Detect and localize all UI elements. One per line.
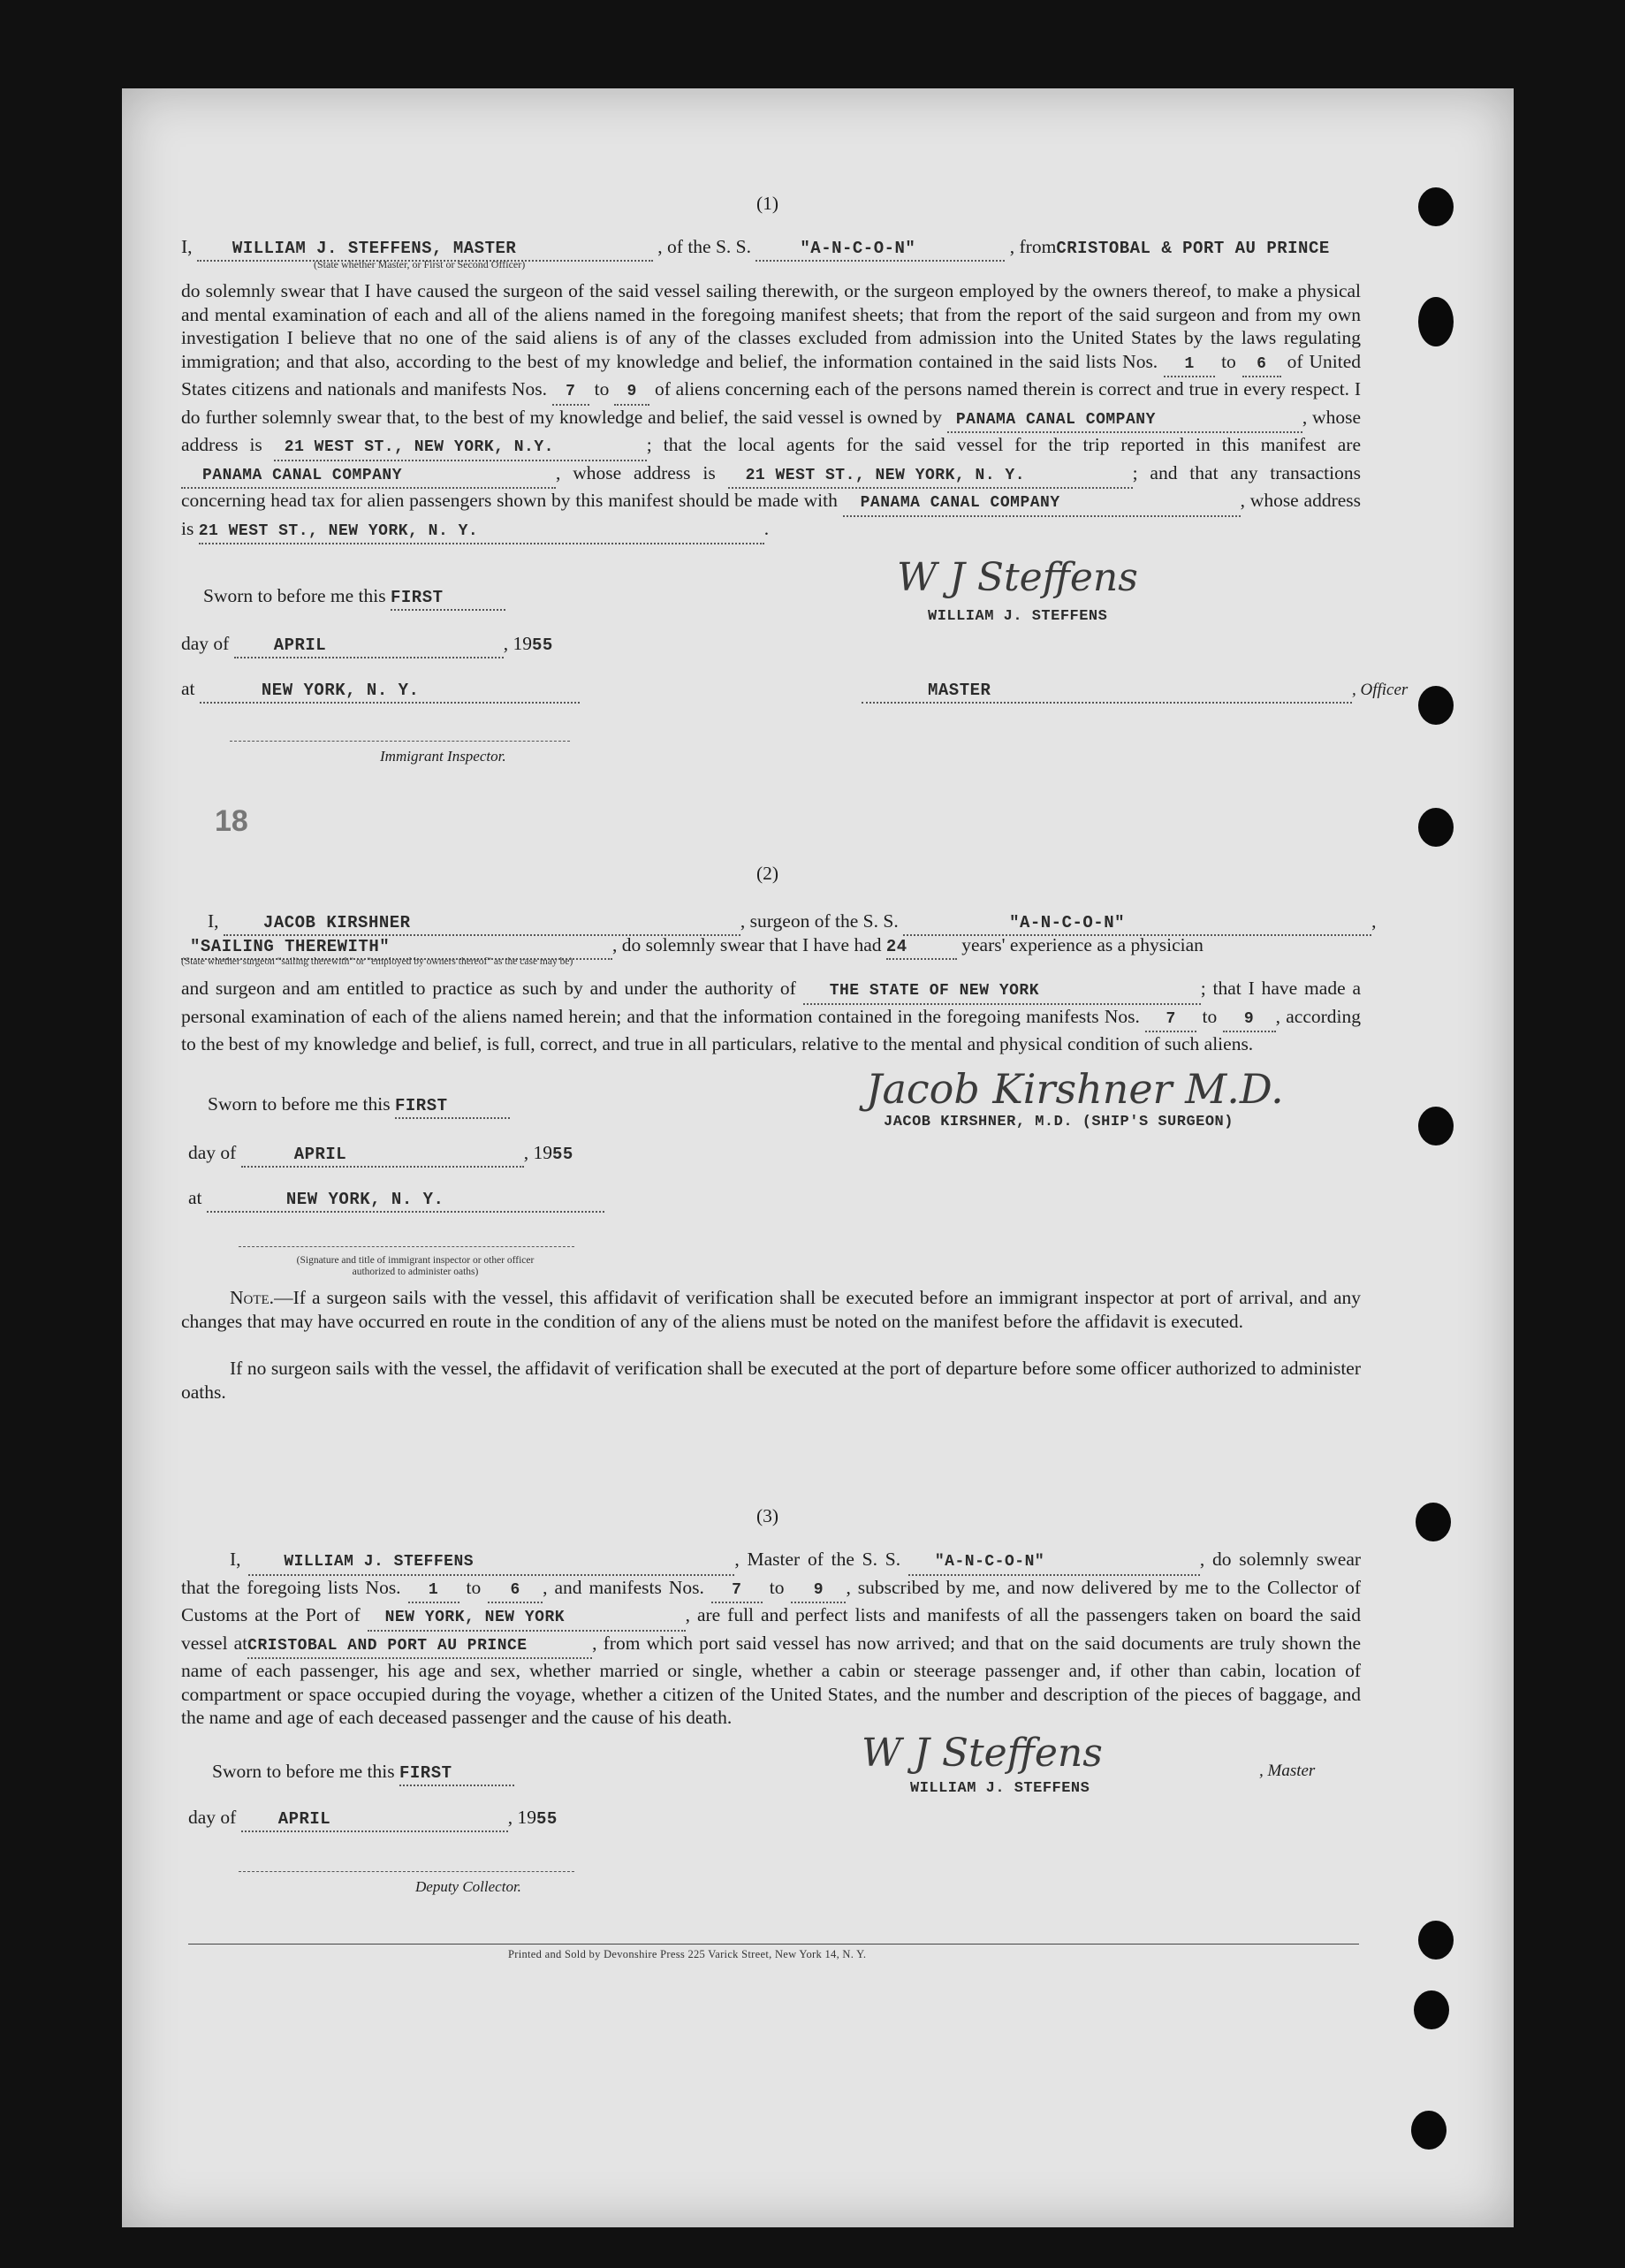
body-text: , from which port said vessel has now arrived; and that on the said documents are truly shown the name of each passenger, his age and sex, whether married or single, whether a cabin or steerage passenger and, if other than cabin, location of compartment or space occupied during the voyage, whether a citizen of the United States, and the number and description of the pieces of baggage, and the name and age of each deceased passenger and the cause of his death. [181, 1632, 1361, 1728]
inspector-label: Immigrant Inspector. [380, 748, 506, 765]
printer-footer: Printed and Sold by Devonshire Press 225 Varick Street, New York 14, N. Y. [508, 1948, 867, 1960]
place-line [181, 677, 580, 704]
master-name-field: WILLIAM J. STEFFENS, MASTER [197, 237, 653, 262]
collector-label: Deputy Collector. [415, 1878, 521, 1895]
year-prefix: , 19 [503, 633, 532, 654]
place-field: NEW YORK, N. Y. [200, 679, 580, 704]
master-name-field: WILLIAM J. STEFFENS [248, 1550, 734, 1576]
at-label: at [181, 678, 195, 699]
sworn-label: Sworn to before me this [212, 1761, 395, 1782]
body-text: ; and that any transactions concerning head tax for alien passengers shown by this manifest should be made with [181, 461, 1361, 511]
body-text: , subscribed by me, and now delivered by me to the Collector of Customs at the Port of [181, 1576, 1362, 1625]
binder-hole [1418, 1921, 1454, 1960]
master-label: , Master [1259, 1762, 1316, 1780]
sig-note-text: (Signature and title of immigrant inspector or other officer authorized to administer oaths) [296, 1255, 535, 1277]
signer-typed: WILLIAM J. STEFFENS [910, 1780, 1090, 1797]
body-text: ; that the local agents for the said vessel for the trip reported in this manifest are [646, 434, 1361, 455]
body-text: do solemnly swear that I have caused the surgeon of the said vessel sailing therewith, or the surgeon employed by the owners thereof, to make a physical and mental examination of each and all of the aliens named in the foregoing manifest sheets; that from the report of the said surgeon and from my own investigation I believe that no one of the said aliens is of any of the classes excluded from admission into the United States by the laws regulating immigration; and that also, according to the best of my knowledge and belief, the information contained in the said lists Nos. [181, 280, 1361, 372]
binder-hole [1418, 297, 1454, 346]
sworn-day-field: FIRST [395, 1094, 510, 1119]
note-label: Note. [230, 1287, 275, 1308]
place-line [188, 1186, 604, 1213]
body-text: whose address is [573, 461, 716, 483]
signer-typed: JACOB KIRSHNER, M.D. (SHIP'S SURGEON) [884, 1114, 1234, 1130]
month-field: APRIL [234, 634, 504, 658]
master-of-label: , Master of the S. S. [734, 1549, 901, 1570]
from-port-field: CRISTOBAL & PORT AU PRINCE [1056, 239, 1330, 258]
binder-hole [1418, 686, 1454, 725]
manifests-from-field: 7 [1145, 1008, 1196, 1033]
sworn-day-field: FIRST [399, 1762, 514, 1786]
day-of-label: day of [181, 633, 230, 654]
surgeon-line: I, JACOB KIRSHNER , surgeon of the S. S. "A-N-C-O-N" , [208, 909, 1376, 936]
body-text: years' experience as a physician [961, 934, 1204, 955]
headtax-address-field: 21 WEST ST., NEW YORK, N. Y. [199, 520, 764, 545]
master-signature: W J Steffens [862, 1731, 1103, 1776]
note-paragraph-2 [181, 1357, 1361, 1404]
note-text: —If a surgeon sails with the vessel, this affidavit of verification shall be executed before an immigrant inspector at port of arrival, and any changes that may have occurred en route in the condition of any of the aliens must be noted on the manifest before the affidavit is executed. [181, 1287, 1361, 1332]
year-prefix: , 19 [523, 1142, 552, 1163]
body-text: , whose address is [181, 406, 1361, 455]
manifests-from-field: 7 [711, 1579, 763, 1604]
officer-label: , Officer [1352, 681, 1409, 699]
year-field: 55 [535, 1809, 558, 1829]
headtax-agent-field: PANAMA CANAL COMPANY [843, 491, 1241, 517]
from-ports-field: CRISTOBAL AND PORT AU PRINCE [247, 1634, 592, 1660]
sworn-line [203, 584, 505, 611]
years-field: 24 [886, 935, 957, 960]
state-note: (State whether Master, or First or Second Officer) [314, 258, 526, 270]
lists-to-field: 6 [488, 1579, 543, 1604]
body-text: , do solemnly swear that I have had [612, 934, 882, 955]
to-label: to [594, 378, 610, 400]
ship-name-field: "A-N-C-O-N" [903, 911, 1371, 936]
month-field: APRIL [241, 1143, 524, 1168]
owner-field: PANAMA CANAL COMPANY [947, 408, 1302, 434]
year-field: 55 [551, 1145, 573, 1164]
inspector-signature-line [230, 741, 570, 742]
from-label: , from [1009, 236, 1057, 257]
day-of-label: day of [188, 1142, 237, 1163]
stamp-mark: 18 [215, 804, 248, 838]
body-text: , whose address is [181, 490, 1362, 539]
body-text: , are full and perfect lists and manifests of all the passengers taken on board the said vessel at [181, 1604, 1361, 1654]
binder-hole [1416, 1503, 1451, 1541]
officer-line [862, 677, 1408, 704]
binder-hole [1411, 2111, 1447, 2150]
date-line [181, 632, 553, 658]
ship-name-field: "A-N-C-O-N" [756, 237, 1005, 262]
place-field: NEW YORK, N. Y. [207, 1188, 604, 1213]
body-text: , do solemnly swear that the foregoing lists Nos. [181, 1549, 1362, 1598]
section-number: (2) [756, 863, 779, 884]
binder-hole [1418, 1107, 1454, 1145]
date-line [188, 1141, 573, 1168]
title-field: MASTER [862, 679, 1352, 704]
lists-to-field: 6 [1242, 353, 1281, 378]
section-number: (1) [756, 193, 779, 214]
at-label: at [188, 1187, 202, 1208]
to-label: to [466, 1576, 482, 1598]
collector-signature-line [239, 1871, 574, 1872]
sworn-day-field: FIRST [391, 586, 505, 611]
body-text: , and manifests Nos. [543, 1576, 704, 1598]
month-field: APRIL [241, 1808, 508, 1832]
day-of-label: day of [188, 1807, 237, 1828]
section-number: (3) [756, 1505, 779, 1526]
year-field: 55 [531, 635, 553, 655]
manifests-from-field: 7 [552, 380, 589, 406]
manifests-to-field: 9 [791, 1579, 846, 1604]
agents-address-field: 21 WEST ST., NEW YORK, N. Y. [728, 464, 1133, 490]
year-prefix: , 19 [507, 1807, 536, 1828]
binder-hole [1418, 187, 1454, 226]
section3-body [181, 1548, 1361, 1730]
lists-from-field: 1 [1164, 353, 1215, 378]
body-text: and surgeon and am entitled to practice as such by and under the authority of [181, 978, 796, 999]
surgeon-of-label: , surgeon of the S. S. [740, 910, 899, 932]
owner-address-field: 21 WEST ST., NEW YORK, N.Y. [274, 436, 647, 461]
note-text: If no surgeon sails with the vessel, the affidavit of verification shall be executed at the port of departure before some officer authorized to administer oaths. [181, 1358, 1361, 1403]
sworn-label: Sworn to before me this [208, 1093, 391, 1115]
sworn-line [208, 1092, 510, 1119]
note-paragraph [181, 1286, 1361, 1333]
body-text: of aliens concerning each of the persons named therein is correct and true in every respect. I do further solemnly swear that, to the best of my knowledge and belief, the said vessel is owned by [181, 378, 1362, 428]
body-text: of United States citizens and nationals and manifests Nos. [181, 350, 1362, 400]
section2-body [181, 977, 1361, 1056]
section1-body: do solemnly swear that I have caused the surgeon of the said vessel sailing therewith, or the surgeon employed by the owners thereof, to make a physical and mental examination of each and all of the aliens named in the foregoing manifest sheets; that from the report of the said surgeon and from my own investigation I believe that no one of the said aliens is of any of the classes excluded from admission into the United States by the laws regulating immigration; and that also, according to the best of my knowledge and belief, the information contained in the said lists Nos. 1 to 6 of United States citizens and nationals and manifests Nos. 7 to 9 of aliens concerning each of the persons named therein is correct and true in every respect. I do further solemnly swear that, to the best of my knowledge and belief, the said vessel is owned by PANAMA CANAL COMPANY , whose address is 21 WEST ST., NEW YORK, N.Y. ; that the local agents for the said vessel for the trip reported in this manifest are PANAMA CANAL COMPANY , whose address is 21 WEST ST., NEW YORK, N. Y. ; and that any transactions concerning head tax for alien passengers shown by this manifest should be made with PANAMA CANAL COMPANY , whose address is 21 WEST ST., NEW YORK, N. Y. . [181, 279, 1361, 544]
binder-hole [1414, 1990, 1449, 2029]
surgeon-signature: Jacob Kirshner M.D. [866, 1065, 1284, 1113]
of-ss-label: , of the S. S. [657, 236, 752, 257]
inspector-signature-line [239, 1246, 574, 1247]
sailing-field: "SAILING THEREWITH" [181, 935, 612, 960]
lists-from-field: 1 [408, 1579, 459, 1604]
to-label: to [769, 1576, 785, 1598]
surgeon-name-field: JACOB KIRSHNER [224, 911, 740, 936]
sworn-line [212, 1760, 514, 1786]
body-text: ; that I have made a personal examination of each of the aliens named herein; and that the information contained in the foregoing manifests Nos. [181, 978, 1362, 1027]
sig-note [287, 1255, 543, 1278]
to-label: to [1202, 1005, 1218, 1027]
i-label: I, [181, 236, 193, 257]
agents-field: PANAMA CANAL COMPANY [181, 464, 556, 490]
sworn-label: Sworn to before me this [203, 585, 386, 606]
to-label: to [1221, 350, 1236, 372]
body-text: , according to the best of my knowledge and belief, is full, correct, and true in all particulars, relative to the mental and physical condition of such aliens. [181, 1005, 1362, 1054]
date-line [188, 1806, 558, 1832]
ship-name-field: "A-N-C-O-N" [908, 1550, 1200, 1576]
master-signature: W J Steffens [897, 555, 1138, 600]
manifests-to-field: 9 [614, 380, 649, 406]
state-note: (State whether surgeon "sailing therewith" or "employed by owners thereof" as the case may be) [181, 956, 573, 967]
port-field: NEW YORK, NEW YORK [368, 1606, 686, 1632]
signer-typed: WILLIAM J. STEFFENS [928, 608, 1108, 625]
i-label: I, [208, 910, 219, 932]
i-label: I, [230, 1549, 241, 1570]
authority-field: THE STATE OF NEW YORK [803, 979, 1201, 1005]
binder-hole [1418, 808, 1454, 847]
footer-rule [188, 1944, 1359, 1945]
manifests-to-field: 9 [1223, 1008, 1276, 1033]
